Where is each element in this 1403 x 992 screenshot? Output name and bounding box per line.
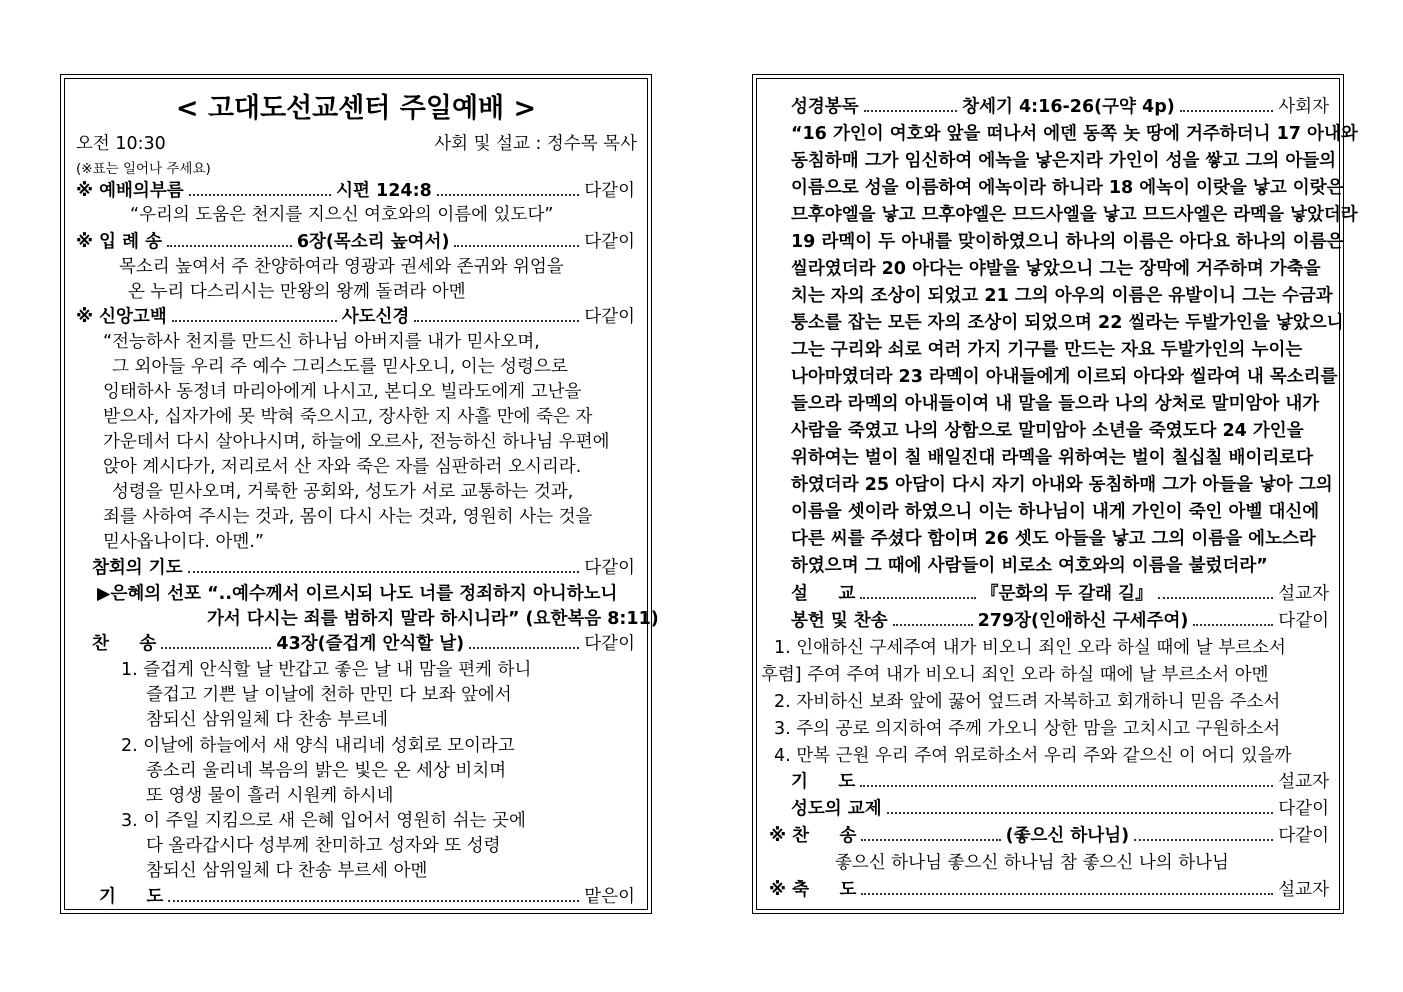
leader-dots	[1180, 110, 1274, 112]
scripture-line: 므후야엘을 낳고 므후야엘은 므드사엘을 낳고 므드사엘은 라멕을 낳았더라	[791, 205, 1358, 225]
absolution-line: 가서 다시는 죄를 범하지 말라 하시니라” (요한복음 8:11)	[207, 609, 659, 629]
leader-dots	[469, 647, 579, 649]
order-item-benediction: ※ 축 도 설교자	[769, 880, 1329, 900]
hymn-lyric-line: 참되신 삼위일체 다 찬송 부르세 아멘	[146, 861, 428, 881]
hymn-lyric-line: 3. 이 주일 지킴으로 새 은혜 입어서 영원히 쉬는 곳에	[121, 811, 526, 831]
service-time: 오전 10:30	[76, 134, 166, 154]
absolution-line: ▶은혜의 선포 “..예수께서 이르시되 나도 너를 정죄하지 아니하노니	[97, 584, 618, 604]
order-item-prayer: 기 도 맡은이	[99, 887, 635, 907]
scripture-line: 퉁소를 잡는 모든 자의 조상이 되었으며 22 씰라는 두발가인을 낳았으니	[791, 313, 1344, 333]
order-item-prayer: 기 도 설교자	[791, 772, 1329, 792]
order-item-scripture-reading: 성경봉독 창세기 4:16-26(구약 4p) 사회자	[791, 97, 1329, 117]
leader-dots	[161, 647, 271, 649]
creed-line: 그 외아들 우리 주 예수 그리스도를 믿사오니, 이는 성령으로	[112, 357, 568, 377]
hymn-lyric-line: 또 영생 물이 흘러 시원케 하시네	[146, 786, 394, 806]
closing-hymn-lyric: 좋으신 하나님 좋으신 하나님 참 좋으신 나의 하나님	[835, 853, 1229, 873]
order-item-closing-hymn: ※ 찬 송 (좋으신 하나님) 다같이	[769, 826, 1330, 846]
entrance-lyric-line: 목소리 높여서 주 찬양하여라 영광과 권세와 존귀와 위엄을	[119, 257, 564, 277]
creed-line: 죄를 사하여 주시는 것과, 몸이 다시 사는 것과, 영원히 사는 것을	[103, 507, 593, 527]
creed-line: 앉아 계시다가, 저리로서 산 자와 죽은 자를 심판하러 오시리라.	[103, 457, 582, 477]
hymn-lyric-line: 참되신 삼위일체 다 찬송 부르네	[146, 710, 389, 730]
leader-dots	[861, 839, 1000, 841]
service-leader: 사회 및 설교 : 정수목 목사	[434, 134, 637, 154]
leader-dots	[189, 194, 332, 196]
scripture-line: 다른 씨를 주셨다 함이며 26 셋도 아들을 낳고 그의 이름을 에노스라	[791, 529, 1316, 549]
order-item-call-to-worship: ※ 예배의부름 시편 124:8 다같이	[76, 181, 635, 201]
call-verse: “우리의 도움은 천지를 지으신 여호와의 이름에 있도다”	[130, 205, 554, 225]
scripture-line: “16 가인이 여호와 앞을 떠나서 에덴 동쪽 놋 땅에 거주하더니 17 아내와	[791, 124, 1358, 144]
right-bulletin-page	[752, 74, 1358, 914]
order-item-entrance-song: ※ 입 례 송 6장(목소리 높여서) 다같이	[76, 232, 635, 252]
hymn-lyric-line: 1. 즐겁게 안식할 날 반갑고 좋은 날 내 맘을 편케 하니	[121, 660, 532, 680]
standing-note: (※표는 일어나 주세요)	[76, 161, 211, 177]
leader-dots	[864, 110, 958, 112]
order-item-hymn: 찬 송 43장(즐겁게 안식할 날) 다같이	[92, 634, 635, 654]
leader-dots	[454, 245, 579, 247]
scripture-line: 이름으로 성을 이름하여 에녹이라 하니라 18 에녹이 이랏을 낳고 이랏은	[791, 178, 1344, 198]
leader-dots	[168, 900, 579, 902]
scripture-line: 사람을 죽였고 나의 상함으로 말미암아 소년을 죽였도다 24 가인을	[791, 421, 1304, 441]
leader-dots	[437, 194, 580, 196]
leader-dots	[167, 245, 292, 247]
offering-lyric-line: 1. 인애하신 구세주여 내가 비오니 죄인 오라 하실 때에 날 부르소서	[774, 638, 1286, 658]
scripture-line: 들으라 라멕의 아내들이여 내 말을 들으라 나의 상처로 말미암아 내가	[791, 394, 1320, 414]
left-inner-border	[64, 78, 659, 910]
creed-line: “전능하사 천지를 만드신 하나님 아버지를 내가 믿사오며,	[103, 332, 540, 352]
leader-dots	[188, 571, 580, 573]
scripture-line: 그는 구리와 쇠로 여러 가지 기구를 만드는 자요 두발가인의 누이는	[791, 340, 1303, 360]
scripture-line: 치는 자의 조상이 되었고 21 그의 아우의 이름은 유발이니 그는 수금과	[791, 286, 1333, 306]
scripture-line: 하였으며 그 때에 사람들이 비로소 여호와의 이름을 불렀더라”	[791, 556, 1268, 576]
scripture-line: 이름을 셋이라 하였으니 이는 하나님이 내게 가인이 죽인 아벨 대신에	[791, 502, 1320, 522]
leader-dots	[887, 812, 1274, 814]
right-inner-border	[756, 78, 1358, 910]
scripture-line: 하였더라 25 아담이 다시 자기 아내와 동침하매 그가 아들을 낳아 그의	[791, 475, 1333, 495]
entrance-lyric-line: 온 누리 다스리시는 만왕의 왕께 돌려라 아멘	[128, 282, 466, 302]
hymn-lyric-line: 종소리 울리네 복음의 밝은 빛은 온 세상 비치며	[146, 761, 507, 781]
offering-lyric-line: 3. 주의 공로 의지하여 주께 가오니 상한 맘을 고치시고 구원하소서	[774, 719, 1281, 739]
hymn-lyric-line: 즐겁고 기쁜 날 이날에 천하 만민 다 보좌 앞에서	[146, 685, 512, 705]
scripture-line: 19 라멕이 두 아내를 맞이하였으니 하나의 이름은 아다요 하나의 이름은	[791, 232, 1344, 252]
leader-dots	[861, 893, 1273, 895]
offering-lyric-line: 후렴] 주여 주여 내가 비오니 죄인 오라 하실 때에 날 부르소서 아멘	[761, 665, 1269, 685]
leader-dots	[860, 597, 976, 599]
leader-dots	[1158, 597, 1274, 599]
leader-dots	[414, 320, 579, 322]
page-title: < 고대도선교센터 주일예배 >	[175, 93, 537, 124]
scripture-line: 나아마였더라 23 라멕이 아내들에게 이르되 아다와 씰라여 내 목소리를	[791, 367, 1338, 387]
order-item-repentance-prayer: 참회의 기도 다같이	[92, 558, 635, 578]
order-item-creed: ※ 신앙고백 사도신경 다같이	[76, 307, 636, 327]
offering-lyric-line: 4. 만복 근원 우리 주여 위로하소서 우리 주와 같으신 이 어디 있을까	[774, 746, 1292, 766]
scripture-line: 씰라였더라 20 아다는 야발을 낳았으니 그는 장막에 거주하며 가축을	[791, 259, 1321, 279]
order-item-offering: 봉헌 및 찬송 279장(인애하신 구세주여) 다같이	[791, 611, 1330, 631]
order-item-sermon: 설 교 『문화의 두 갈래 길』 설교자	[791, 584, 1329, 604]
order-item-fellowship: 성도의 교제 다같이	[791, 799, 1329, 819]
leader-dots	[893, 624, 973, 626]
leader-dots	[172, 320, 337, 322]
scripture-line: 위하여는 벌이 칠 배일진대 라멕을 위하여는 벌이 칠십칠 배이리로다	[791, 448, 1314, 468]
creed-line: 믿사옵나이다. 아멘.”	[103, 532, 264, 552]
creed-line: 가운데서 다시 살아나시며, 하늘에 오르사, 전능하신 하나님 우편에	[103, 432, 610, 452]
leader-dots	[1134, 839, 1273, 841]
creed-line: 잉태하사 동정녀 마리아에게 나시고, 본디오 빌라도에게 고난을	[103, 382, 582, 402]
creed-line: 성령을 믿사오며, 거룩한 공회와, 성도가 서로 교통하는 것과,	[112, 482, 574, 502]
hymn-lyric-line: 다 올라갑시다 성부께 찬미하고 성자와 또 성령	[146, 836, 501, 856]
hymn-lyric-line: 2. 이날에 하늘에서 새 양식 내리네 성회로 모이라고	[121, 736, 515, 756]
offering-lyric-line: 2. 자비하신 보좌 앞에 꿇어 엎드려 자복하고 회개하니 믿음 주소서	[774, 692, 1281, 712]
leader-dots	[860, 785, 1273, 787]
left-bulletin-page	[60, 74, 659, 914]
leader-dots	[1193, 624, 1273, 626]
creed-line: 받으사, 십자가에 못 박혀 죽으시고, 장사한 지 사흘 만에 죽은 자	[103, 407, 593, 427]
scripture-line: 동침하매 그가 임신하여 에녹을 낳은지라 가인이 성을 쌓고 그의 아들의	[791, 151, 1337, 171]
